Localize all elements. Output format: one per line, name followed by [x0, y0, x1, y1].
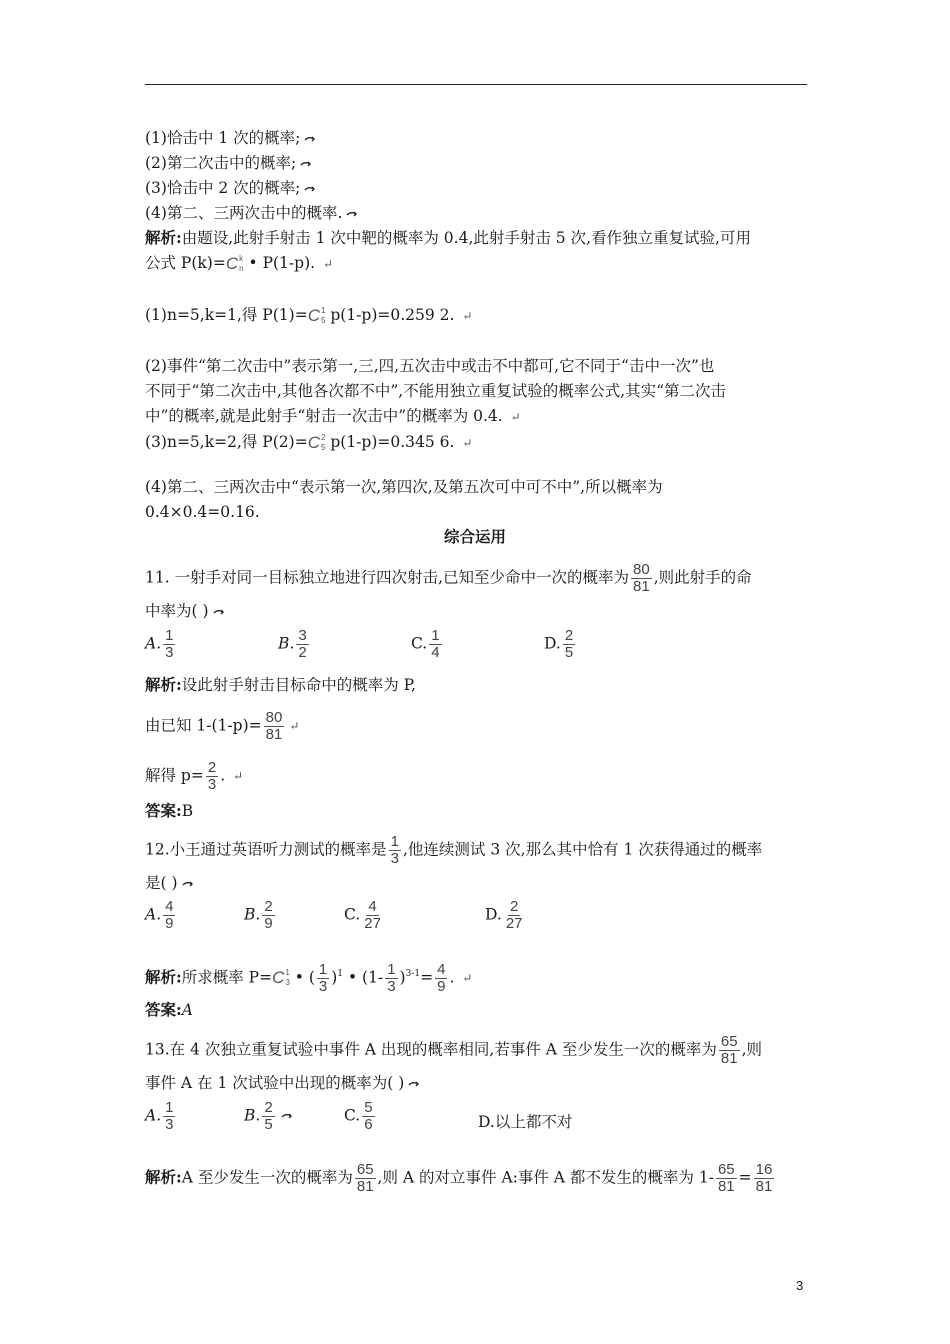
q12-stem: 12.小王通过英语听力测试的概率是 $\frac{1}{3}$ ,他连续测试 3 次,那么其中恰有 1 次获得通过的概率: [145, 833, 763, 867]
prev-q2: (2)第二次击中的概率;: [145, 153, 313, 173]
section-title: 综合运用: [443, 529, 506, 546]
prev-sol2-line2: 不同于“第二次击中,其他各次都不中”,不能用独立重复试验的概率公式,其实“第二次击: [145, 382, 727, 400]
return-mark-icon: [299, 160, 313, 169]
header-rule: [145, 84, 807, 85]
q12-option-d: D. $\frac{2}{27}$: [485, 898, 523, 932]
prev-q3: (3)恰击中 2 次的概率;: [145, 178, 317, 198]
q12-option-c: C. $\frac{4}{27}$: [344, 898, 381, 932]
prev-q4: (4)第二、三两次击中的概率.: [145, 203, 359, 223]
q11-step2: 解得 p= $\frac{2}{3}$ . ↵: [145, 759, 244, 793]
prev-formula: 公式 P(k)= C k n • P(1-p). ↵: [145, 254, 334, 273]
prev-sol4-line2: 0.4×0.4=0.16.: [145, 503, 260, 521]
q11-option-d: D. $\frac{2}{5}$: [544, 627, 574, 661]
q12-stem-line2: 是( ): [145, 873, 195, 893]
q13-stem: 13.在 4 次独立重复试验中事件 A 出现的概率相同,若事件 A 至少发生一次的概率为 $\frac{65}{81}$ ,则: [145, 1033, 763, 1067]
return-mark-icon: [303, 135, 317, 144]
prev-sol4-line1: (4)第二、三两次击中“表示第一次,第四次,及第五次可中可不中”,所以概率为: [145, 478, 663, 496]
q13-option-a: A. $\frac{1}{3}$: [145, 1099, 174, 1133]
combination-symbol: C 2 5: [307, 433, 326, 452]
return-mark-icon: [407, 1080, 421, 1089]
q13-option-d: D.以上都不对: [478, 1113, 573, 1131]
prev-sol3: (3)n=5,k=2,得 P(2)= C 2 5 p(1-p)=0.345 6. ↵: [145, 433, 473, 452]
q12-option-b: B. $\frac{2}{9}$: [244, 898, 273, 932]
q13-stem-line2: 事件 A 在 1 次试验中出现的概率为( ): [145, 1073, 421, 1093]
return-mark-icon: [212, 608, 226, 617]
prev-analysis: 解析:由题设,此射手射击 1 次中靶的概率为 0.4,此射手射击 5 次,看作独立重复试验,可用: [145, 228, 751, 247]
q11-stem: 11. 一射手对同一目标独立地进行四次射击,已知至少命中一次的概率为 $\frac{80}{81}$ ,则此射手的命: [145, 561, 752, 595]
q11-stem-line2: 中率为( ): [145, 601, 226, 621]
combination-symbol: C 1 5: [307, 306, 326, 325]
q12-analysis: 解析:所求概率 P= C 1 3 • ( $\frac{1}{3}$ )$^1$ • (1- $\frac{1}{3}$ )$^{3-1}$= $\frac{4}{9}$ . ↵: [145, 961, 473, 995]
q12-option-a: A. $\frac{4}{9}$: [145, 898, 174, 932]
q11-answer: 答案:B: [145, 801, 194, 820]
q13-option-c: C. $\frac{5}{6}$: [344, 1099, 373, 1133]
q11-option-c: C. $\frac{1}{4}$: [411, 627, 440, 661]
q12-answer: 答案:A: [145, 1000, 193, 1019]
prev-q1: (1)恰击中 1 次的概率;: [145, 128, 317, 148]
q11-step1: 由已知 1-(1-p)= $\frac{80}{81}$ ↵: [145, 709, 300, 743]
q11-option-b: B. $\frac{3}{2}$: [278, 627, 307, 661]
return-mark-icon: [303, 185, 317, 194]
q13-analysis: 解析:A 至少发生一次的概率为 $\frac{65}{81}$ ,则 A 的对立事件 A:事件 A 都不发生的概率为 1- $\frac{65}{81}$ = $\frac{16}{81}$: [145, 1161, 773, 1195]
prev-sol1: (1)n=5,k=1,得 P(1)= C 1 5 p(1-p)=0.259 2. ↵: [145, 306, 473, 325]
prev-sol2-line3: 中”的概率,就是此射手“射击一次击中”的概率为 0.4. ↵: [145, 407, 521, 425]
combination-symbol: C k n: [225, 254, 244, 273]
page-number: 3: [796, 1278, 804, 1293]
prev-sol2-line1: (2)事件“第二次击中”表示第一,三,四,五次击中或击不中都可,它不同于“击中一次”也: [145, 357, 715, 375]
q13-option-b: B. $\frac{2}{5}$: [244, 1100, 294, 1133]
q11-option-a: A. $\frac{1}{3}$: [145, 627, 174, 661]
return-mark-icon: [345, 210, 359, 219]
return-mark-icon: [280, 1112, 294, 1121]
return-mark-icon: [181, 880, 195, 889]
q11-analysis: 解析:设此射手射击目标命中的概率为 P,: [145, 675, 416, 694]
fraction: $\frac{80}{81}$: [633, 561, 650, 595]
